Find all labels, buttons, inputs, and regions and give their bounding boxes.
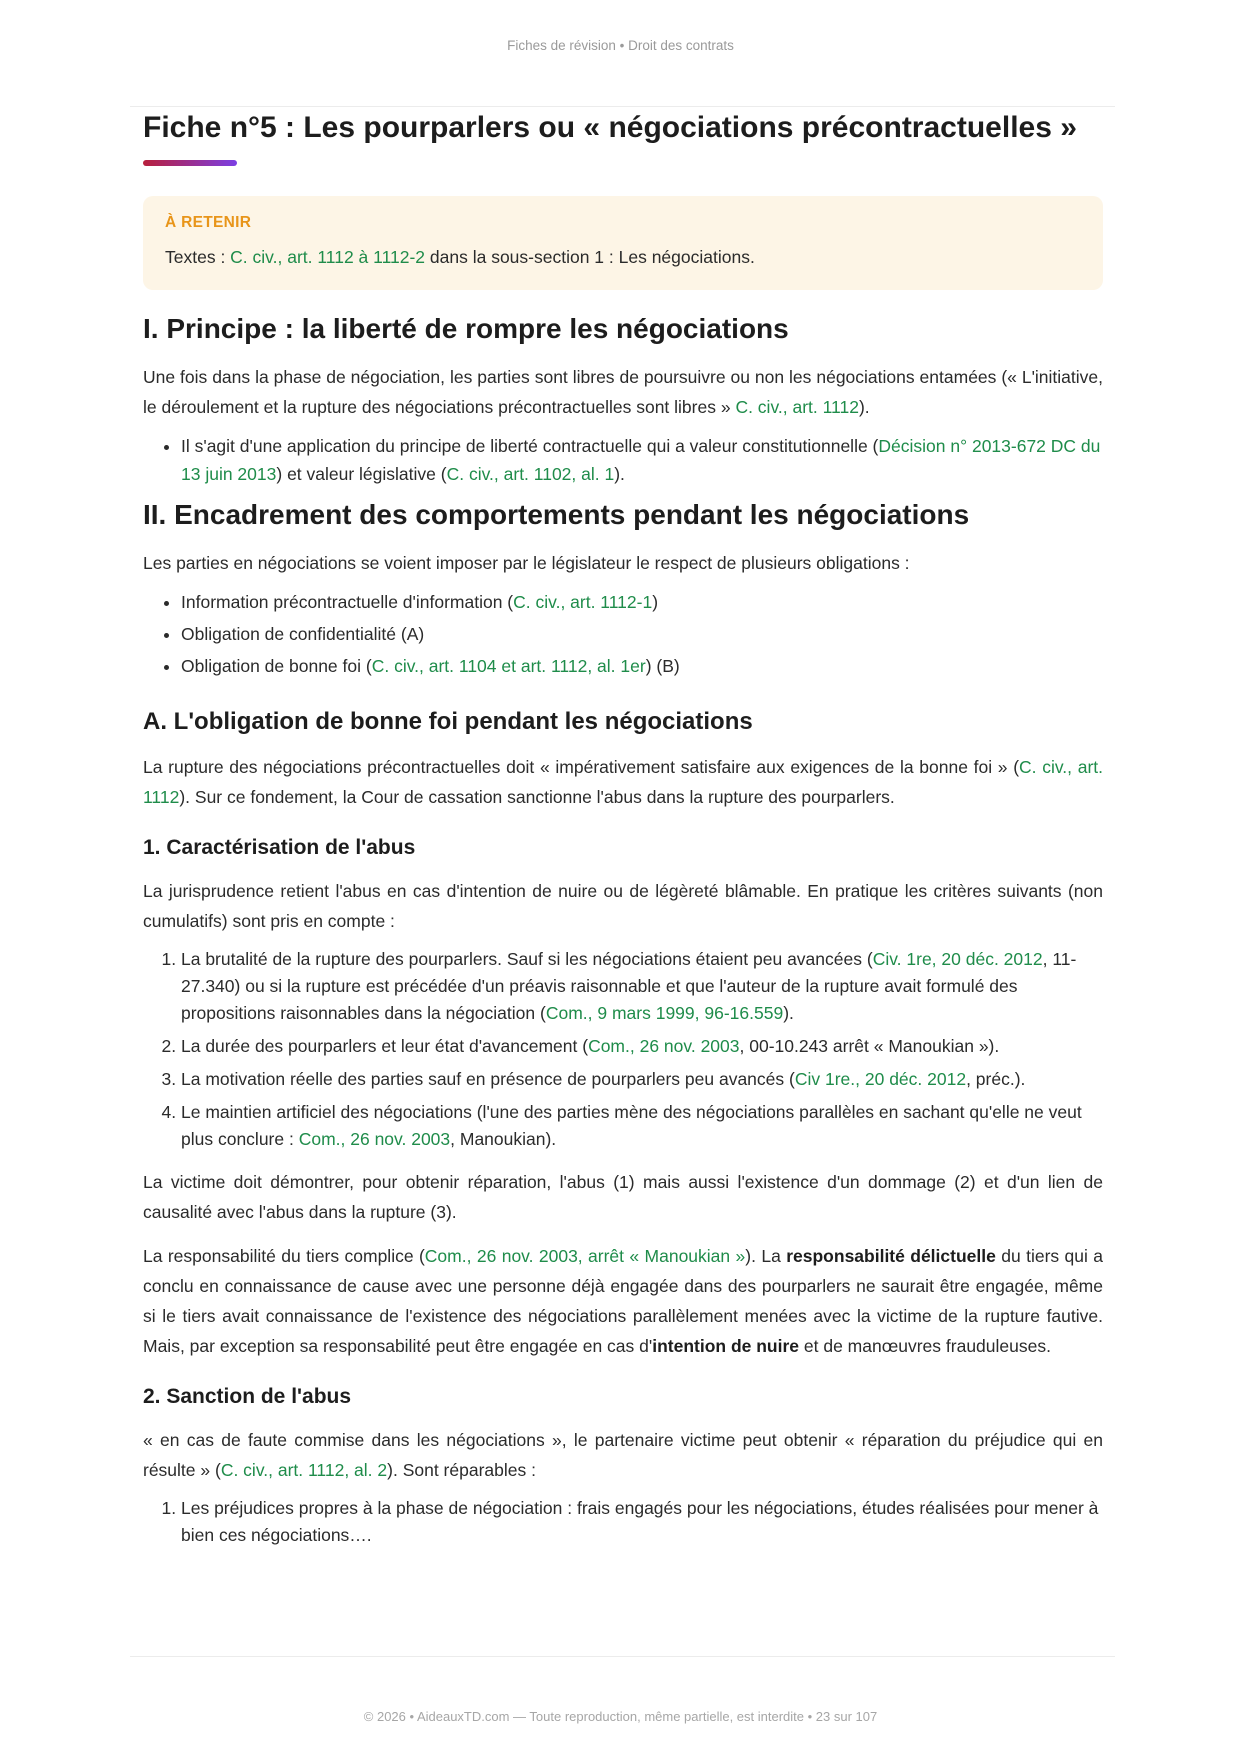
legal-reference-link[interactable]: C. civ., art. 1112 xyxy=(735,397,859,417)
bold-term: intention de nuire xyxy=(652,1336,800,1356)
list-item xyxy=(181,588,1103,616)
text: et de manœuvres frauduleuses. xyxy=(799,1336,1051,1356)
text: La brutalité de la rupture des pourparlers. Sauf si les négociations étaient peu avancées ( xyxy=(181,949,873,969)
text: , 00-10.243 arrêt « Manoukian »). xyxy=(739,1036,1000,1056)
main-content xyxy=(143,108,1103,1555)
text: , préc.). xyxy=(966,1069,1026,1089)
paragraph-abuse-intro: La jurisprudence retient l'abus en cas d'intention de nuire ou de légèreté blâmable. En pratique les critères suivants (non cumulatifs) sont pris en compte : xyxy=(143,881,1103,931)
text: La rupture des négociations précontractuelles doit « impérativement satisfaire aux exigences de la bonne foi » ( xyxy=(143,757,1020,777)
legal-reference-link[interactable]: Civ 1re., 20 déc. 2012 xyxy=(794,1069,967,1089)
abuse-criteria-list xyxy=(143,946,1103,1153)
callout-text-after: dans la sous-section 1 : Les négociations. xyxy=(425,247,755,267)
text: La motivation réelle des parties sauf en présence de pourparlers peu avancés ( xyxy=(181,1069,795,1089)
paragraph-sanction xyxy=(143,1425,1103,1485)
list-item xyxy=(181,1066,1103,1093)
paragraph-third-party xyxy=(143,1241,1103,1361)
list-item xyxy=(181,432,1103,488)
section-heading-principle: I. Principe : la liberté de rompre les négociations xyxy=(143,313,789,344)
legal-reference-link[interactable]: Com., 9 mars 1999, 96-16.559 xyxy=(545,1003,784,1023)
paragraph-obligations-intro: Les parties en négociations se voient imposer par le législateur le respect de plusieurs obligations : xyxy=(143,553,910,573)
list-item: • Obligation de confidentialité (A) xyxy=(181,620,1103,648)
callout-text-before: Textes : xyxy=(165,247,231,267)
text: Il s'agit d'une application du principe de liberté contractuelle qui a valeur constitutionnelle ( xyxy=(181,436,879,456)
subsection-heading-good-faith: A. L'obligation de bonne foi pendant les négociations xyxy=(143,708,753,735)
page-title: Fiche n°5 : Les pourparlers ou « négociations précontractuelles » xyxy=(143,111,1077,144)
legal-reference-link[interactable]: Com., 26 nov. 2003 xyxy=(588,1036,740,1056)
list-item: 1. Les préjudices propres à la phase de négociation : frais engagés pour les négociations, études réalisées pour mener à bien ces négociations…. xyxy=(181,1495,1103,1549)
retain-callout xyxy=(143,196,1103,290)
text: ). xyxy=(858,397,870,417)
legal-reference-link[interactable]: Décision n° 2013-672 DC du 13 juin 2013 xyxy=(181,436,1101,484)
text: « en cas de faute commise dans les négociations », le partenaire victime peut obtenir « réparation du préjudice qui en résulte » ( xyxy=(143,1430,1103,1480)
legal-reference-link[interactable]: Civ. 1re, 20 déc. 2012 xyxy=(872,949,1043,969)
text: ). xyxy=(614,464,625,484)
text: ). Sur ce fondement, la Cour de cassation sanctionne l'abus dans la rupture des pourparlers. xyxy=(179,787,895,807)
footer-divider xyxy=(130,1656,1115,1657)
title-underline xyxy=(143,160,237,166)
paragraph-good-faith xyxy=(143,752,1103,812)
text: ) et valeur législative ( xyxy=(276,464,447,484)
legal-reference-link[interactable]: C. civ., art. 1102, al. 1 xyxy=(446,464,615,484)
callout-label: À RETENIR xyxy=(165,214,252,231)
running-header: Fiches de révision • Droit des contrats xyxy=(507,38,734,53)
text: Obligation de bonne foi ( xyxy=(181,656,372,676)
text: ). La xyxy=(745,1246,787,1266)
section-heading-framework: II. Encadrement des comportements pendant les négociations xyxy=(143,499,970,530)
bold-term: responsabilité délictuelle xyxy=(786,1246,996,1266)
legal-reference-link[interactable]: Com., 26 nov. 2003 xyxy=(298,1129,451,1149)
legal-reference-link[interactable]: C. civ., art. 1112-1 xyxy=(513,592,653,612)
principle-bullets xyxy=(143,432,1103,488)
list-item xyxy=(181,1033,1103,1060)
text: , Manoukian). xyxy=(450,1129,557,1149)
header-divider xyxy=(130,106,1115,107)
callout-text xyxy=(165,246,1081,268)
subsection-heading-abuse-characterization: 1. Caractérisation de l'abus xyxy=(143,836,416,859)
text: La responsabilité du tiers complice ( xyxy=(143,1246,425,1266)
list-item xyxy=(181,1099,1103,1153)
page-footer: © 2026 • AideauxTD.com — Toute reproduction, même partielle, est interdite • 23 sur 107 xyxy=(363,1709,878,1724)
text: La durée des pourparlers et leur état d'avancement ( xyxy=(181,1036,589,1056)
subsection-heading-sanction: 2. Sanction de l'abus xyxy=(143,1385,352,1408)
legal-reference-link[interactable]: C. civ., art. 1112 à 1112-2 xyxy=(230,247,426,267)
list-item xyxy=(181,946,1103,1027)
obligations-list xyxy=(143,588,1103,680)
list-item xyxy=(181,652,1103,680)
text: , 11-27.340) ou si la rupture est précédée d'un préavis raisonnable et que l'auteur de la rupture avait formulé des propositions raisonnables dans la négociation ( xyxy=(181,949,1077,1023)
legal-reference-link[interactable]: C. civ., art. 1112, al. 2 xyxy=(220,1460,388,1480)
text: ) xyxy=(652,592,659,612)
text: Une fois dans la phase de négociation, les parties sont libres de poursuivre ou non les négociations entamées (« L'initiative, le déroulement et la rupture des négociations précontractuelles sont libres » xyxy=(143,367,1103,417)
text: ) (B) xyxy=(645,656,680,676)
paragraph-victim-proof: La victime doit démontrer, pour obtenir réparation, l'abus (1) mais aussi l'existence d'un dommage (2) et d'un lien de causalité avec l'abus dans la rupture (3). xyxy=(143,1172,1103,1222)
text: Le maintien artificiel des négociations (l'une des parties mène des négociations parallèles en sachant qu'elle ne veut plus conclure : xyxy=(181,1102,1082,1149)
legal-reference-link[interactable]: C. civ., art. 1112 xyxy=(143,757,1103,807)
legal-reference-link[interactable]: Com., 26 nov. 2003, arrêt « Manoukian » xyxy=(424,1246,746,1266)
paragraph-principle xyxy=(143,362,1103,422)
text: du tiers qui a conclu en connaissance de cause avec une personne déjà engagée dans des pourparlers ne saurait être engagée, même si le tiers avait connaissance de l'existence des négociations parallèlement menées avec la victime de la rupture fautive. Mais, par exception sa responsabilité peut être engagée en cas d' xyxy=(143,1246,1103,1356)
text: Information précontractuelle d'information ( xyxy=(181,592,514,612)
text: ). Sont réparables : xyxy=(387,1460,536,1480)
legal-reference-link[interactable]: C. civ., art. 1104 et art. 1112, al. 1er xyxy=(371,656,646,676)
reparable-damages-list xyxy=(143,1495,1103,1549)
text: ). xyxy=(783,1003,794,1023)
